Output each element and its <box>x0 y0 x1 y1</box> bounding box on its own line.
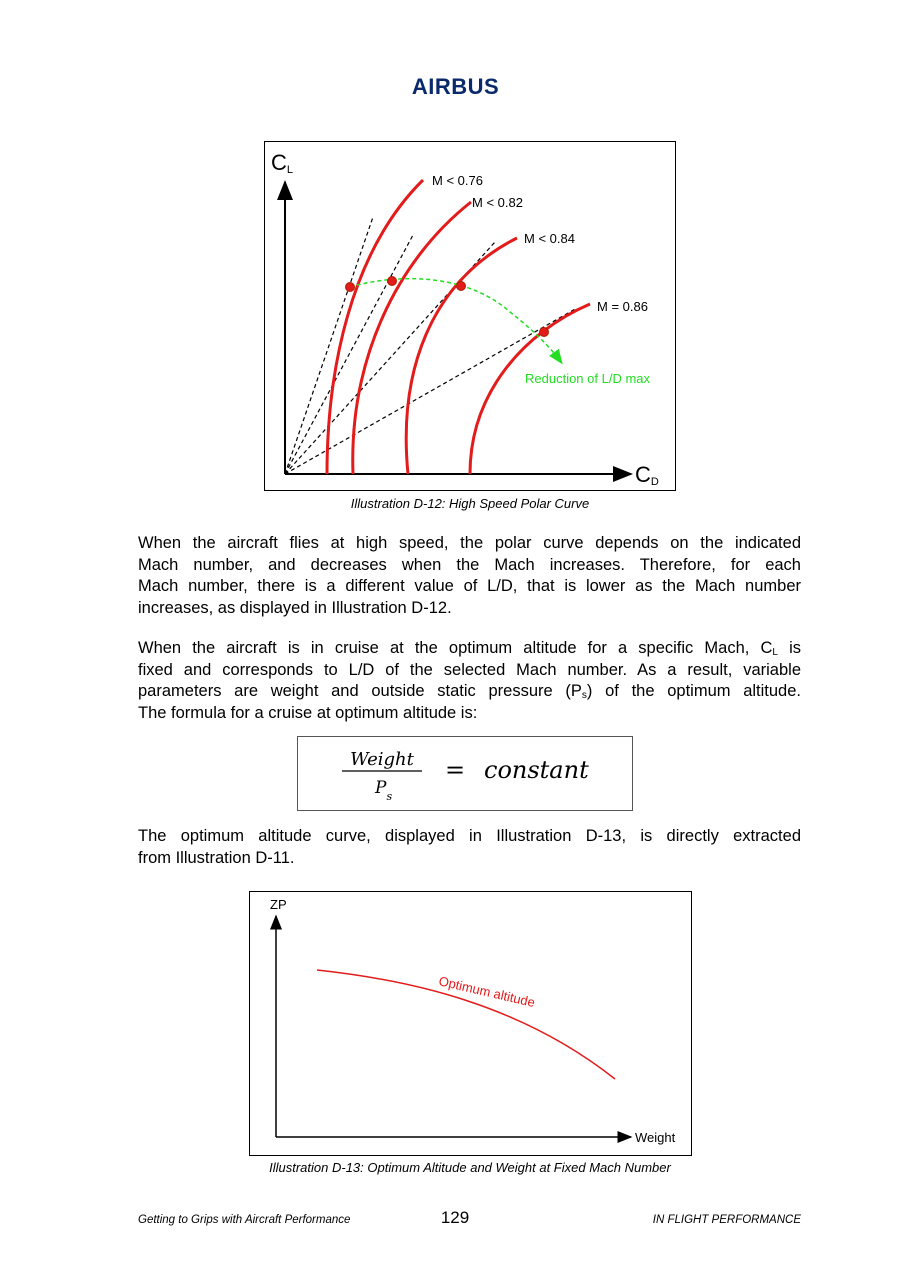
page-number: 129 <box>440 1208 470 1227</box>
footer-right: IN FLIGHT PERFORMANCE <box>652 1214 801 1226</box>
curve-label: M < 0.84 <box>524 231 575 246</box>
text-line: fixed and corresponds to L/D of the selected Mach number. As a result, variable <box>138 660 801 679</box>
text-line: Mach number, there is a different value of L/D, that is lower as the Mach number <box>138 577 801 595</box>
curve-m086 <box>470 304 590 474</box>
high-speed-polar-figure <box>264 141 676 491</box>
curve-label: M < 0.82 <box>472 195 523 210</box>
curve-m076 <box>327 180 423 474</box>
curve-label: M = 0.86 <box>597 299 648 314</box>
formula-equals: = <box>444 756 466 784</box>
tangent-points <box>346 277 549 337</box>
curve-label: M < 0.76 <box>432 173 483 188</box>
formula-denominator: $P_s$ <box>375 778 393 803</box>
paragraph-polar-mach <box>138 533 801 619</box>
text-line: The formula for a cruise at optimum altitude is: <box>138 703 478 722</box>
figure2-caption: Illustration D-13: Optimum Altitude and Weight at Fixed Mach Number <box>269 1160 671 1175</box>
figure1-caption: Illustration D-12: High Speed Polar Curve <box>350 496 590 511</box>
text-line: increases, as displayed in Illustration D-12. <box>138 598 452 617</box>
text-line: from Illustration D-11. <box>138 848 295 867</box>
formula-box <box>297 736 633 811</box>
text-line: Mach number, and decreases when the Mach increases. Therefore, for each <box>138 555 801 574</box>
weight-axis-label: Weight <box>635 1130 676 1145</box>
text-line: When the aircraft is in cruise at the optimum altitude for a specific Mach, $C_L$ is <box>138 639 802 658</box>
formula-equation <box>298 737 634 812</box>
polar-curves <box>327 180 590 474</box>
tangent-point <box>388 277 397 286</box>
optimum-altitude-figure <box>249 891 692 1156</box>
text-line: The optimum altitude curve, displayed in Illustration D-13, is directly extracted <box>138 827 801 845</box>
curve-m082 <box>353 202 471 474</box>
cl-axis-label: CL <box>271 150 294 176</box>
tangent-point <box>540 328 549 337</box>
tangent-point <box>346 283 355 292</box>
paragraph-optimum-curve <box>138 826 801 869</box>
optimum-altitude-label: Optimum altitude <box>437 973 537 1011</box>
paragraph-cruise-optimum <box>138 638 801 724</box>
airbus-logo: AIRBUS <box>411 74 500 99</box>
formula-rhs: constant <box>484 756 589 784</box>
polar-curve-diagram <box>265 142 676 491</box>
optimum-altitude-diagram <box>250 892 692 1156</box>
curve-m084 <box>406 238 517 474</box>
cd-axis-label: CD <box>635 462 659 488</box>
footer-left: Getting to Grips with Aircraft Performance <box>138 1214 351 1226</box>
formula-numerator: Weight <box>350 749 414 770</box>
tangent-point <box>457 282 466 291</box>
text-line: parameters are weight and outside static pressure $(P_s)$ of the optimum altitude. <box>138 682 801 701</box>
zp-axis-label: ZP <box>270 897 287 912</box>
ld-max-annotation: Reduction of L/D max <box>525 371 651 386</box>
text-line: When the aircraft flies at high speed, the polar curve depends on the indicated <box>138 534 801 552</box>
